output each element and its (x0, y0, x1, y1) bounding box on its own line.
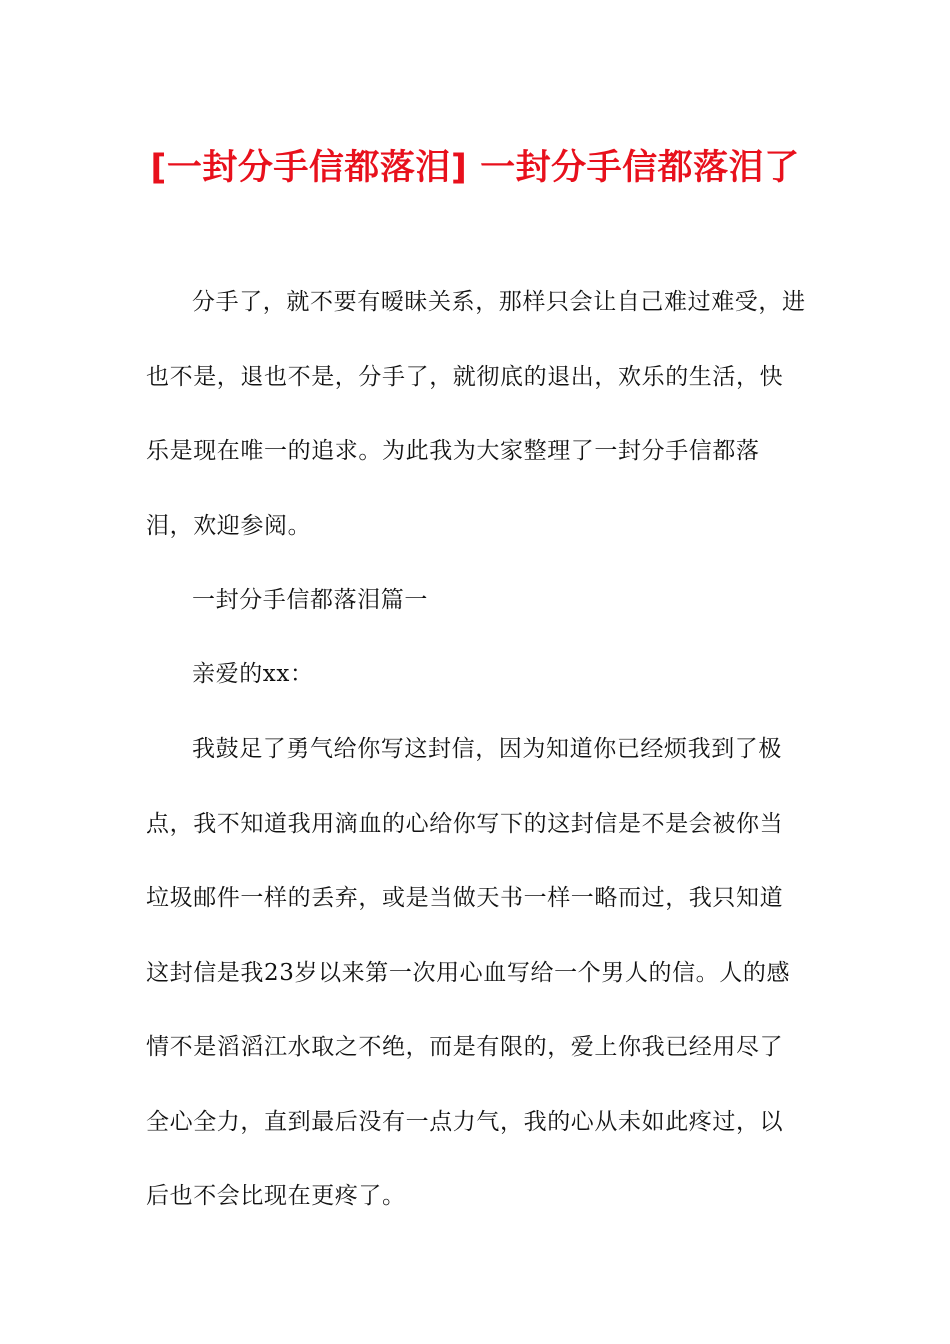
document-title: [一封分手信都落泪] 一封分手信都落泪了 (150, 148, 800, 188)
letter-paragraph-block (146, 712, 806, 1234)
section-heading: 一封分手信都落泪篇一 (192, 587, 428, 613)
intro-paragraph: 分手了，就不要有暧昧关系，那样只会让自己难过难受，进也不是，退也不是，分手了，就彻底的退出，欢乐的生活，快乐是现在唯一的追求。为此我为大家整理了一封分手信都落泪，欢迎参阅。 (146, 289, 806, 539)
letter-paragraph: 我鼓足了勇气给你写这封信，因为知道你已经烦我到了极点，我不知道我用滴血的心给你写下的这封信是不是会被你当垃圾邮件一样的丢弃，或是当做天书一样一略而过，我只知道这封信是我23岁以来第一次用心血写给一个男人的信。人的感情不是滔滔江水取之不绝，而是有限的，爱上你我已经用尽了全心全力，直到最后没有一点力气，我的心从未如此疼过，以后也不会比现在更疼了。 (146, 736, 791, 1209)
salutation: 亲爱的xx： (192, 661, 314, 687)
salutation-block (146, 637, 806, 712)
intro-paragraph-block (146, 265, 806, 563)
section-heading-block (146, 563, 806, 638)
